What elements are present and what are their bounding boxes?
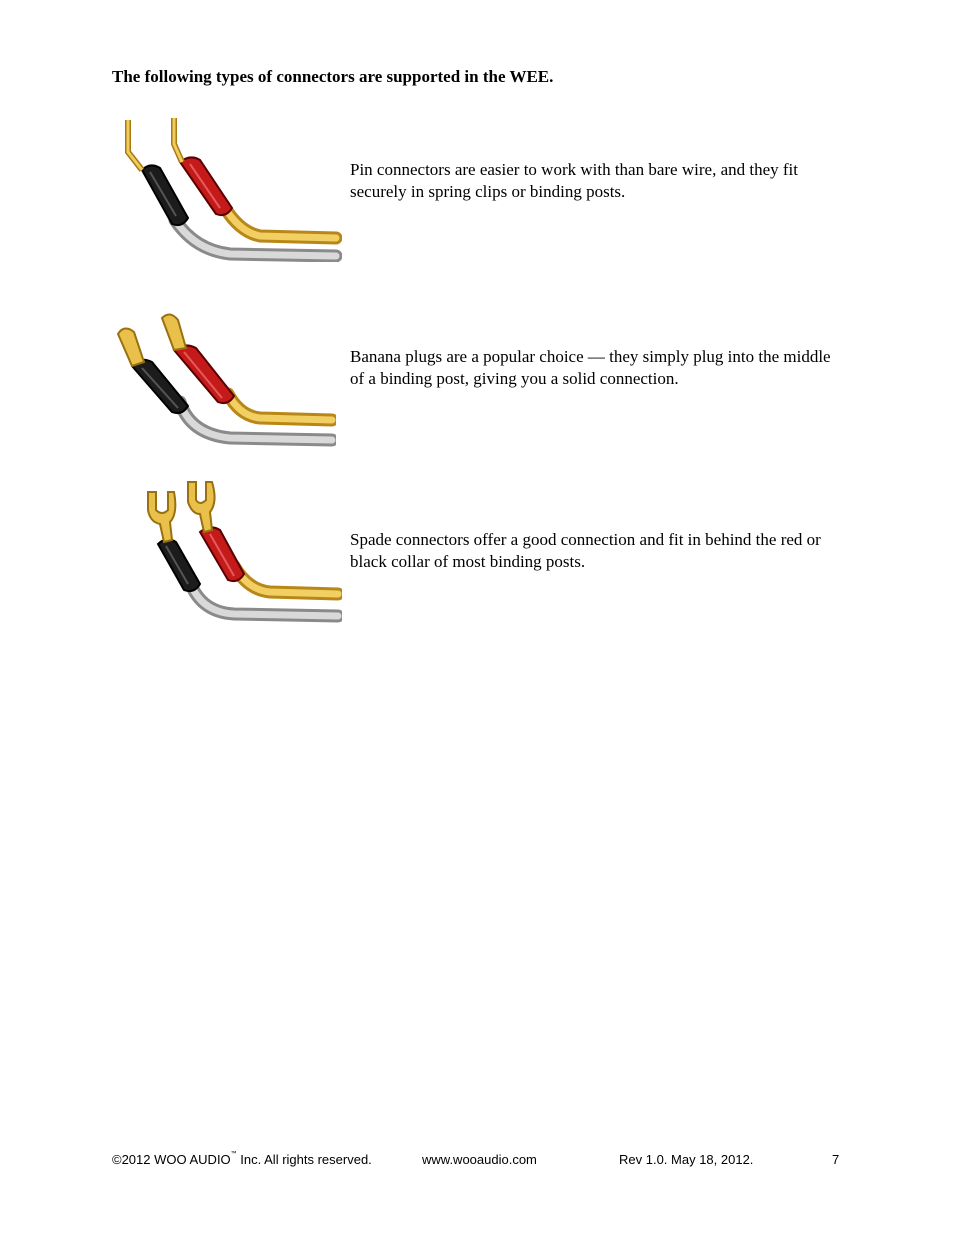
pin-connector-description: Pin connectors are easier to work with than bare wire, and they fit securely in spring clips or binding posts. bbox=[350, 160, 798, 201]
banana-plug-description: Banana plugs are a popular choice — they simply plug into the middle of a binding post, giving you a solid connection. bbox=[350, 347, 831, 388]
page-number: 7 bbox=[832, 1152, 840, 1167]
footer-website-link[interactable]: www.wooaudio.com bbox=[422, 1152, 537, 1167]
trademark-symbol: ™ bbox=[230, 1151, 237, 1157]
copyright-prefix: ©2012 WOO AUDIO bbox=[112, 1152, 231, 1167]
spade-connector-icon bbox=[138, 478, 342, 624]
page-heading: The following types of connectors are supported in the WEE. bbox=[112, 67, 554, 86]
copyright-suffix: Inc. All rights reserved. bbox=[236, 1152, 372, 1167]
banana-plug-icon bbox=[110, 310, 336, 448]
footer-revision: Rev 1.0. May 18, 2012. bbox=[619, 1152, 754, 1167]
spade-connector-description: Spade connectors offer a good connection and fit in behind the red or black collar of most binding posts. bbox=[350, 530, 821, 571]
footer-copyright bbox=[112, 1152, 372, 1167]
pin-connector-icon bbox=[110, 110, 342, 262]
